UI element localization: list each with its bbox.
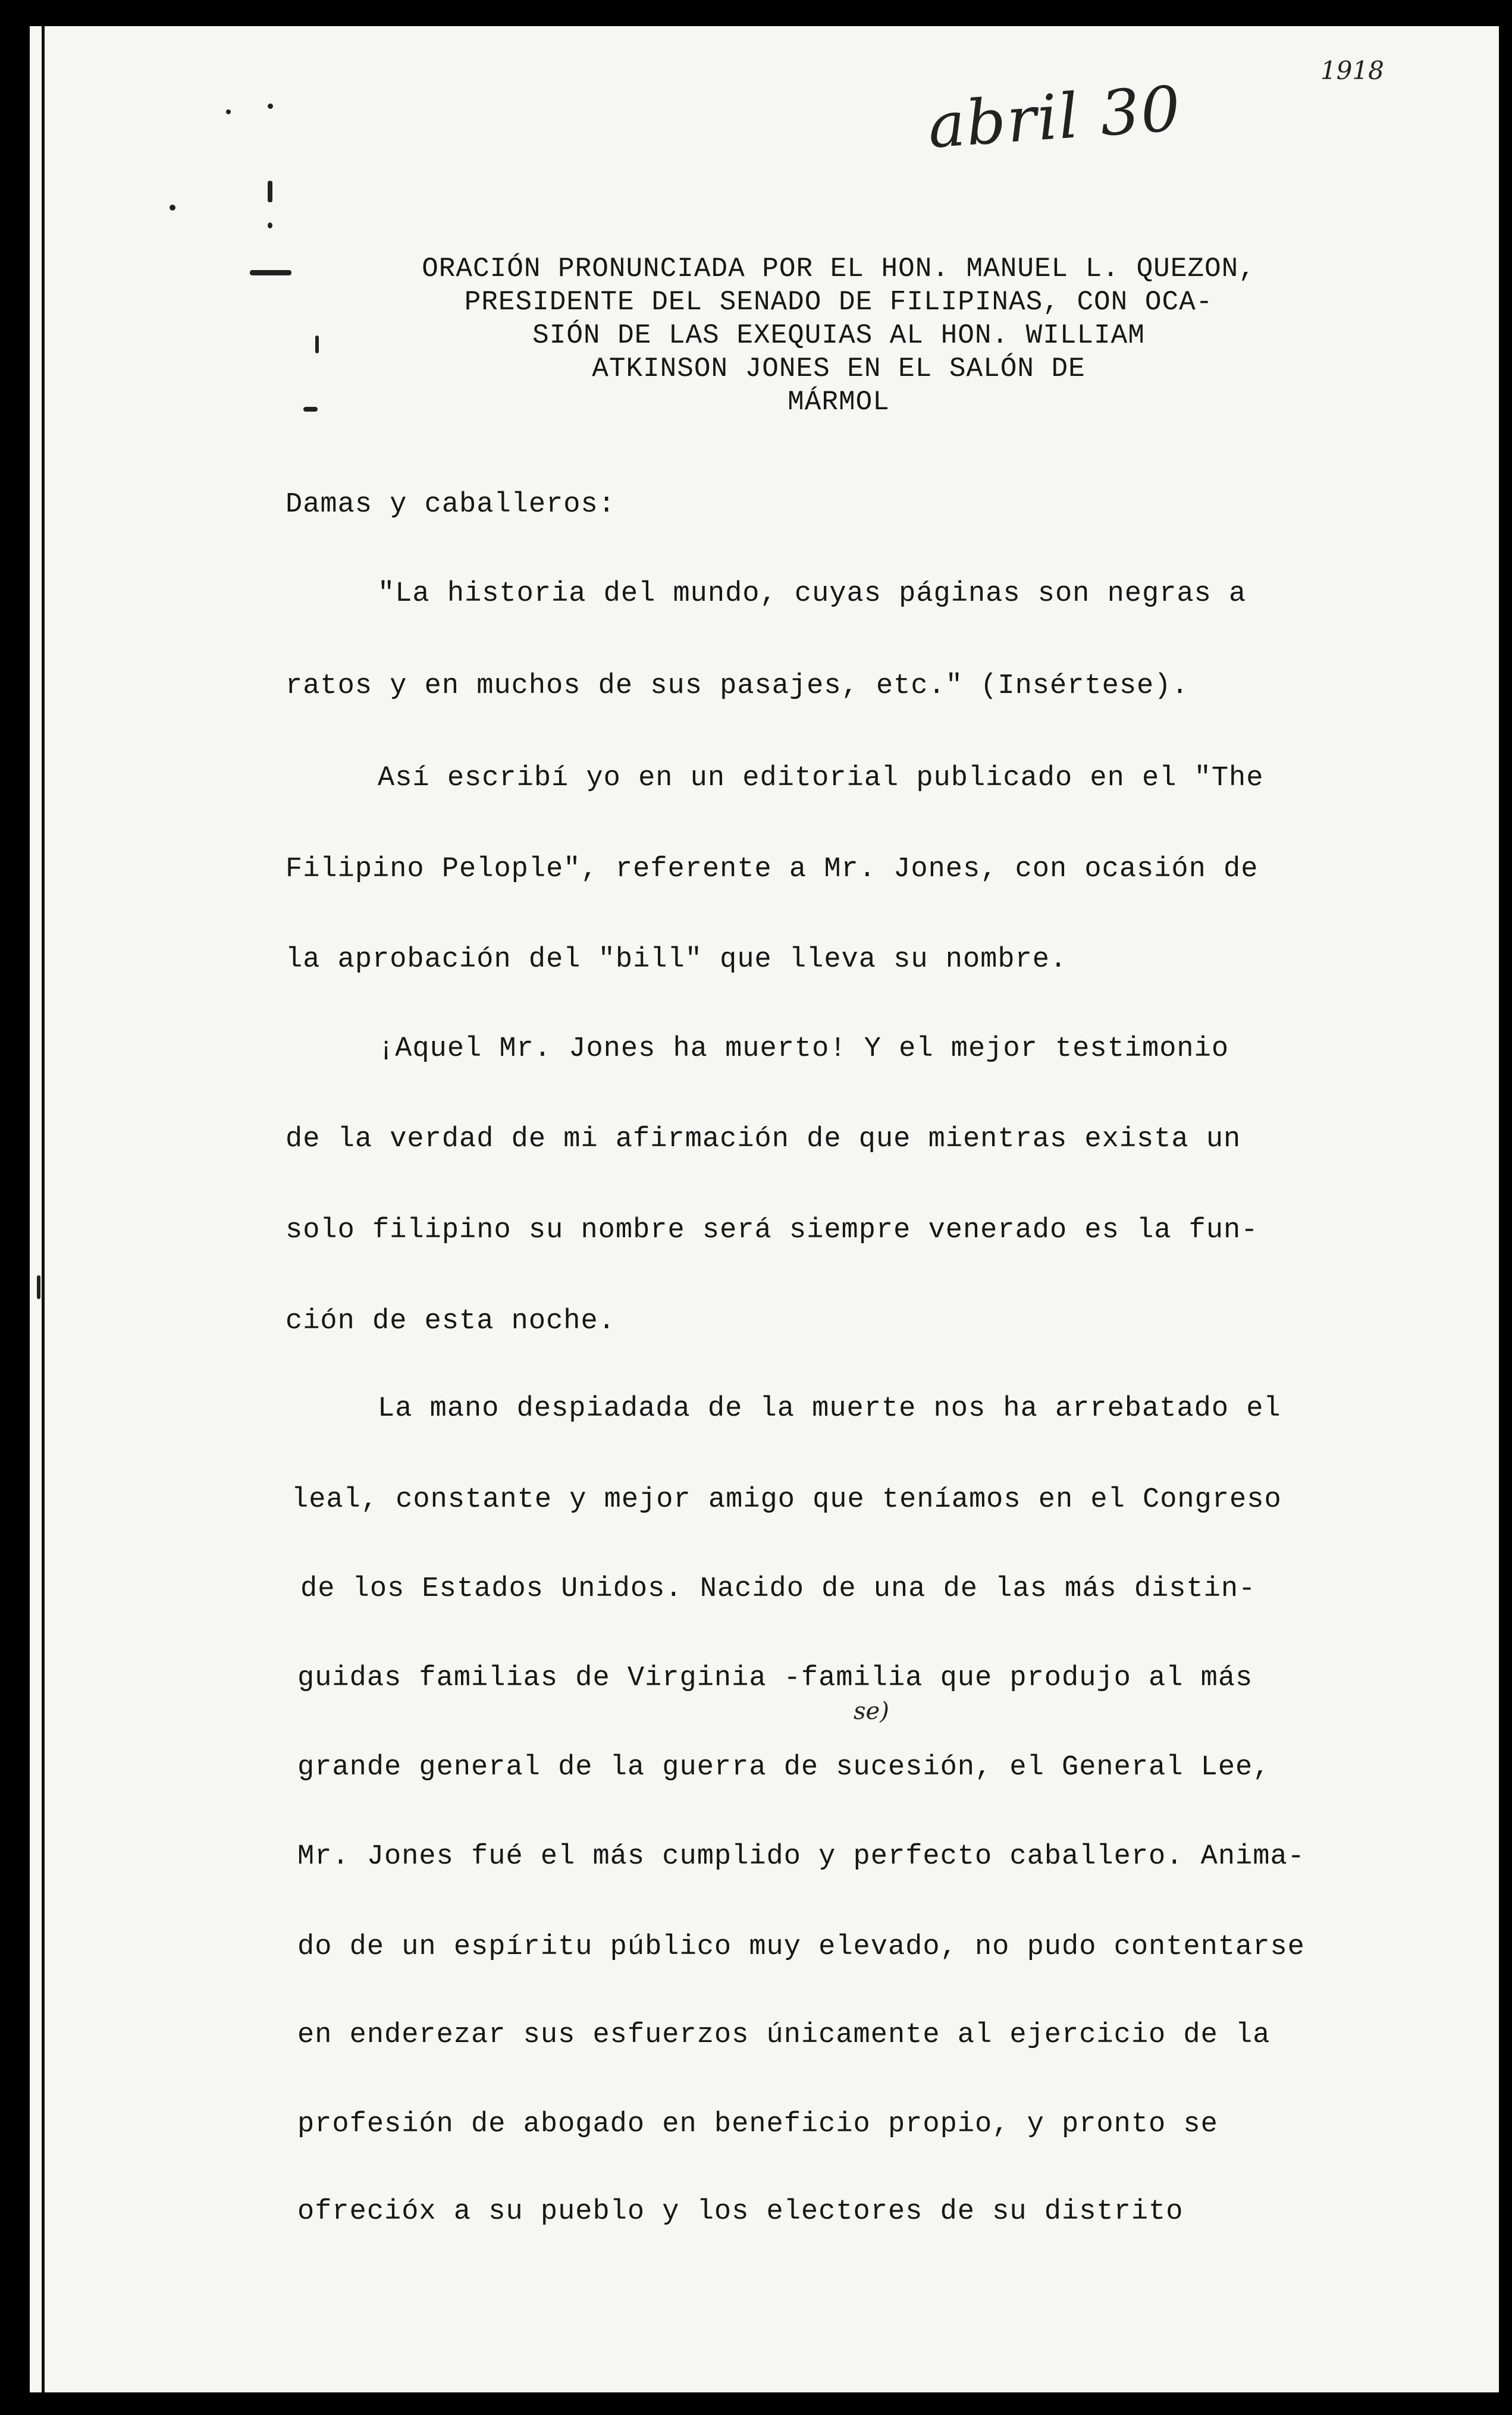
speech-title xyxy=(363,252,1315,419)
handwritten-correction: se) xyxy=(854,1698,889,1725)
body-line: ción de esta noche. xyxy=(286,1306,616,1337)
handwritten-date: abril 30 xyxy=(926,72,1184,162)
binding-margin-line xyxy=(42,26,45,2392)
document-page xyxy=(30,26,1499,2392)
body-line: ofrecióx a su pueblo y los electores de su distrito xyxy=(297,2196,1184,2228)
body-line: do de un espíritu público muy elevado, no pudo contentarse xyxy=(297,1931,1305,1963)
body-line: Mr. Jones fué el más cumplido y perfecto caballero. Anima- xyxy=(297,1841,1305,1873)
body-line: ratos y en muchos de sus pasajes, etc." (Insértese). xyxy=(286,670,1189,702)
body-line: profesión de abogado en beneficio propio, y pronto se xyxy=(297,2109,1218,2140)
body-line: leal, constante y mejor amigo que teníamos en el Congreso xyxy=(291,1484,1282,1516)
body-line: Así escribí yo en un editorial publicado en el "The xyxy=(378,763,1264,794)
salutation: Damas y caballeros: xyxy=(286,489,616,520)
title-line: ATKINSON JONES EN EL SALÓN DE xyxy=(592,353,1086,384)
body-line: guidas familias de Virginia -familia que produjo al más xyxy=(297,1663,1253,1694)
body-line: ¡Aquel Mr. Jones ha muerto! Y el mejor testimonio xyxy=(378,1033,1229,1065)
title-line: ORACIÓN PRONUNCIADA POR EL HON. MANUEL L. QUEZON, xyxy=(422,253,1256,284)
body-line: solo filipino su nombre será siempre venerado es la fun- xyxy=(286,1215,1259,1246)
title-line: MÁRMOL xyxy=(788,387,890,418)
body-line: la aprobación del "bill" que lleva su nombre. xyxy=(286,944,1068,976)
body-line: Filipino Pelople", referente a Mr. Jones, con ocasión de xyxy=(286,854,1259,885)
body-line: grande general de la guerra de sucesión, el General Lee, xyxy=(297,1752,1271,1783)
handwritten-year: 1918 xyxy=(1320,56,1384,85)
body-line: de la verdad de mi afirmación de que mientras exista un xyxy=(286,1124,1241,1155)
body-line: La mano despiadada de la muerte nos ha arrebatado el xyxy=(378,1393,1281,1425)
body-line: "La historia del mundo, cuyas páginas son negras a xyxy=(378,578,1247,610)
body-line: de los Estados Unidos. Nacido de una de las más distin- xyxy=(300,1573,1256,1605)
title-line: PRESIDENTE DEL SENADO DE FILIPINAS, CON OCA- xyxy=(464,287,1213,318)
body-line: en enderezar sus esfuerzos únicamente al ejercicio de la xyxy=(297,2019,1271,2051)
title-line: SIÓN DE LAS EXEQUIAS AL HON. WILLIAM xyxy=(532,320,1145,351)
